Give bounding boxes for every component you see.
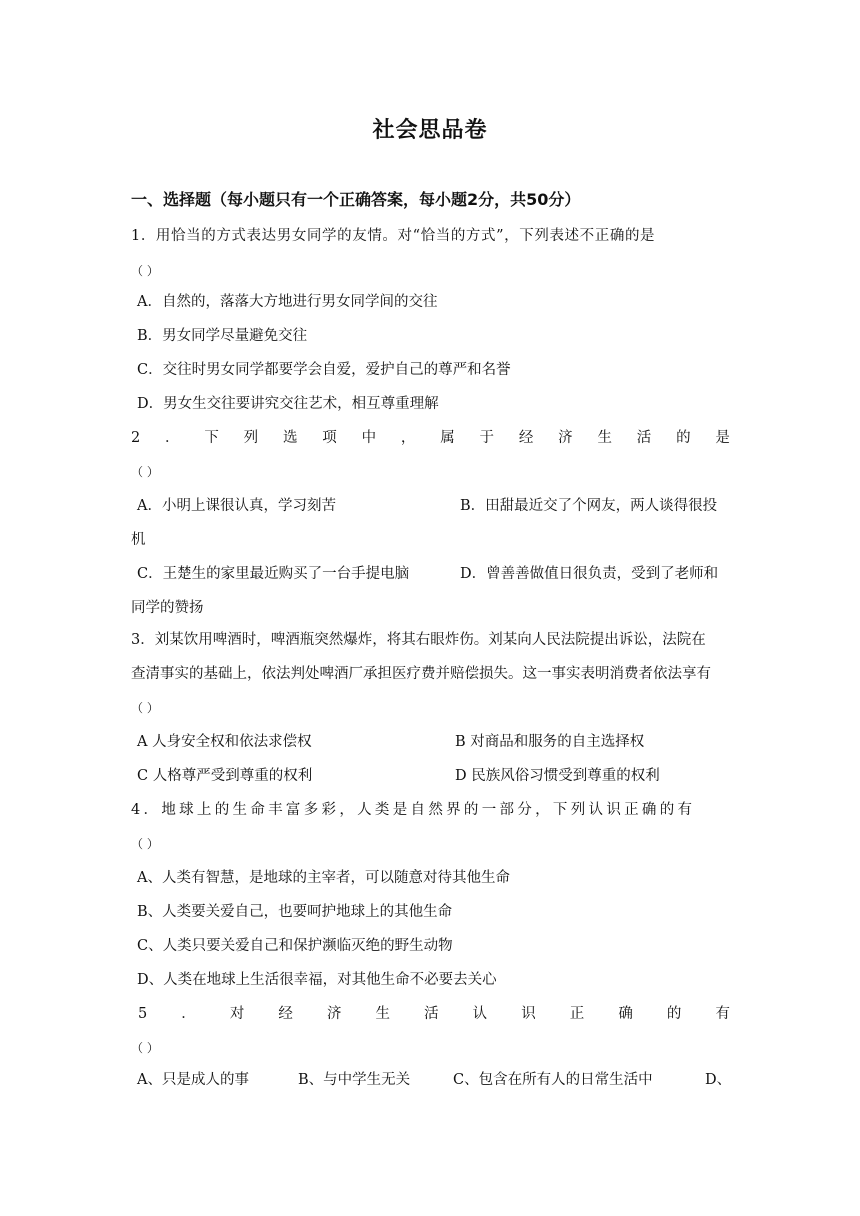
q2-stem-char: 经	[518, 430, 534, 446]
q2-stem-char: 济	[558, 430, 573, 446]
q5-stem-char: 认	[472, 1006, 488, 1022]
q2-stem-char: 属	[440, 430, 455, 446]
q5-stem-char: 对	[229, 1006, 245, 1022]
question-4-option-d: D、人类在地球上生活很幸福，对其他生命不必要去关心	[137, 972, 497, 988]
question-5-option-b: B、与中学生无关	[298, 1072, 411, 1088]
question-4-option-b: B、人类要关爱自己，也要呵护地球上的其他生命	[137, 904, 453, 920]
q2-stem-char: 列	[243, 430, 259, 446]
question-3-stem-line1: 3．刘某饮用啤酒时，啤酒瓶突然爆炸，将其右眼炸伤。刘某向人民法院提出诉讼，法院在	[131, 632, 706, 648]
q2-stem-char: 2	[131, 430, 141, 446]
question-5-stem	[138, 1004, 730, 1024]
q5-stem-char: ．	[181, 1006, 196, 1022]
question-3-option-a: A 人身安全权和依法求偿权	[137, 734, 312, 750]
question-4-blank: （ ）	[131, 837, 159, 851]
question-2-option-d-cont: 同学的赞扬	[131, 600, 204, 616]
q5-stem-char: 正	[569, 1006, 585, 1022]
question-4-option-c: C、人类只要关爱自己和保护濒临灭绝的野生动物	[137, 938, 453, 954]
question-5-option-d: D、	[705, 1072, 732, 1088]
question-3-stem-line2: 查清事实的基础上，依法判处啤酒厂承担医疗费并赔偿损失。这一事实表明消费者依法享有	[131, 666, 711, 682]
question-2-option-c: C．王楚生的家里最近购买了一台手提电脑	[137, 566, 410, 582]
section-heading: 一、选择题（每小题只有一个正确答案，每小题2分，共50分）	[131, 190, 581, 209]
q5-stem-char: 经	[278, 1006, 293, 1022]
question-4-stem: 4．地球上的生命丰富多彩，人类是自然界的一部分，下列认识正确的有	[131, 802, 696, 818]
question-1-option-d: D．男女生交往要讲究交往艺术，相互尊重理解	[137, 396, 439, 412]
question-1-option-b: B．男女同学尽量避免交往	[137, 328, 308, 344]
q2-stem-char: 生	[597, 430, 612, 446]
q2-stem-char: 下	[204, 430, 219, 446]
question-5-blank: （ ）	[131, 1041, 159, 1055]
q5-stem-char: 的	[666, 1006, 682, 1022]
q5-stem-char: 活	[424, 1006, 439, 1022]
q5-stem-char: 5	[138, 1006, 148, 1022]
question-1-blank: （ ）	[131, 264, 159, 278]
q5-stem-char: 生	[375, 1006, 391, 1022]
page-title: 社会思品卷	[372, 118, 488, 143]
q2-stem-char: ．	[165, 430, 180, 446]
question-4-option-a: A、人类有智慧，是地球的主宰者，可以随意对待其他生命	[137, 870, 510, 886]
q2-stem-char: 选	[282, 430, 298, 446]
q2-stem-char: 活	[636, 430, 652, 446]
q5-stem-char: 确	[618, 1006, 633, 1022]
question-2-option-b: B．田甜最近交了个网友，两人谈得很投	[460, 498, 718, 514]
q2-stem-char: 于	[479, 430, 495, 446]
question-2-option-d: D．曾善善做值日很负责，受到了老师和	[460, 566, 719, 582]
question-3-blank: （ ）	[131, 701, 159, 715]
question-2-blank: （ ）	[131, 465, 159, 479]
q5-stem-char: 识	[521, 1006, 536, 1022]
question-2-stem	[131, 428, 730, 448]
q2-stem-char: 是	[715, 430, 730, 446]
q2-stem-char: 项	[322, 430, 337, 446]
q5-stem-char: 济	[326, 1006, 342, 1022]
question-3-option-d: D 民族风俗习惯受到尊重的权利	[455, 768, 660, 784]
question-3-option-b: B 对商品和服务的自主选择权	[455, 734, 645, 750]
question-3-option-c: C 人格尊严受到尊重的权利	[137, 768, 313, 784]
q2-stem-char: 的	[676, 430, 691, 446]
q5-stem-char: 有	[715, 1006, 730, 1022]
question-1-option-c: C．交往时男女同学都要学会自爱，爱护自己的尊严和名誉	[137, 362, 511, 378]
q2-stem-char: ，	[400, 430, 416, 446]
question-5-option-c: C、包含在所有人的日常生活中	[453, 1072, 653, 1088]
question-2-option-a: A．小明上课很认真，学习刻苦	[137, 498, 336, 514]
question-1-stem: 1．用恰当的方式表达男女同学的友情。对“恰当的方式”，下列表述不正确的是	[131, 228, 656, 244]
question-5-option-a: A、只是成人的事	[137, 1072, 249, 1088]
q2-stem-char: 中	[361, 430, 377, 446]
question-2-option-b-cont: 机	[131, 532, 146, 548]
question-1-option-a: A．自然的，落落大方地进行男女同学间的交往	[137, 294, 438, 310]
